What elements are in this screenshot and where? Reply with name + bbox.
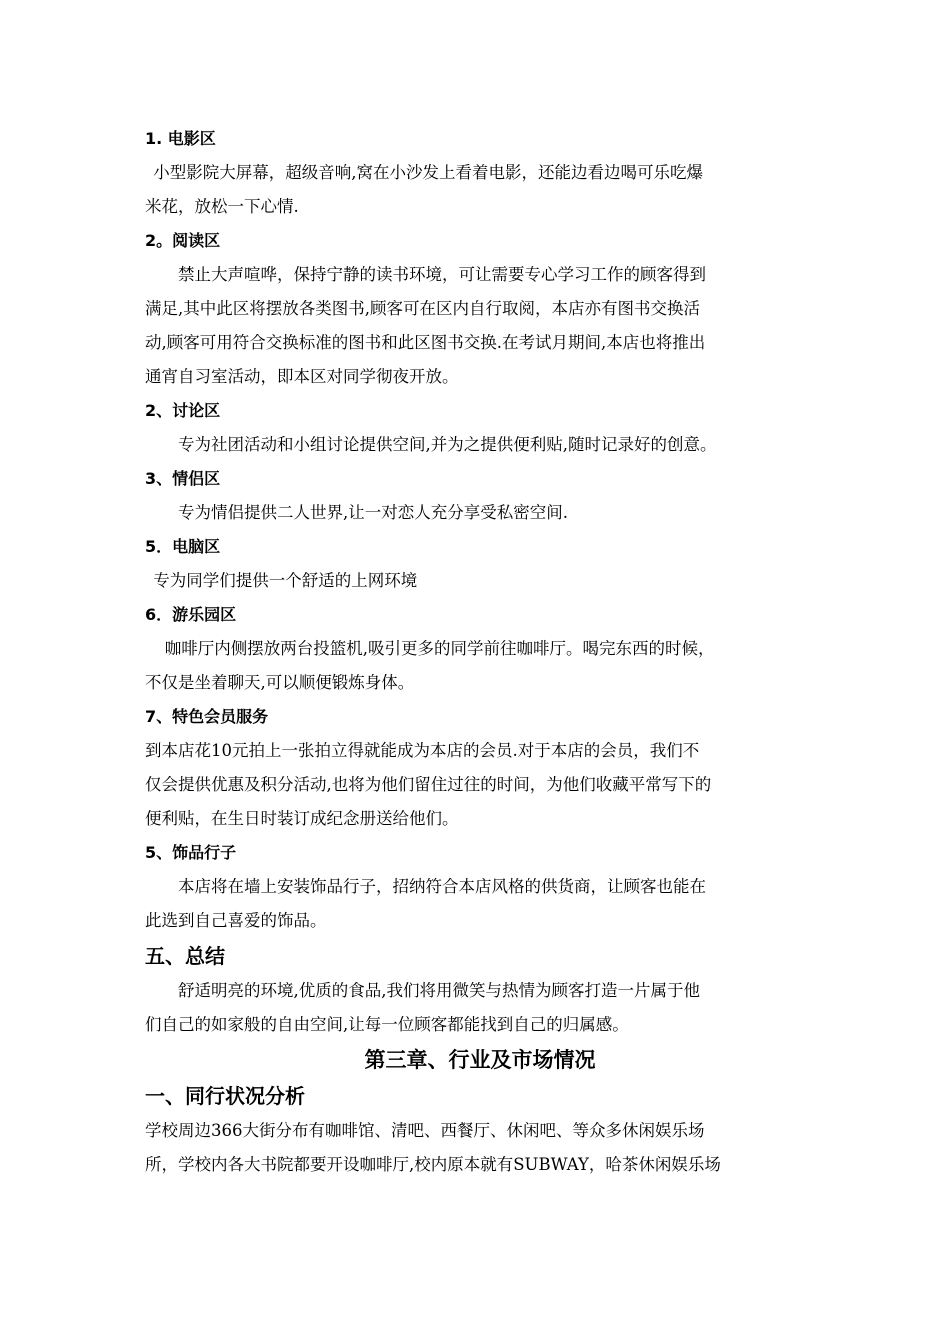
section-line: 专为社团活动和小组讨论提供空间,并为之提供便利贴,随时记录好的创意。: [178, 435, 717, 454]
analysis-line: 所，学校内各大书院都要开设咖啡厅,校内原本就有SUBWAY，哈茶休闲娱乐场: [145, 1155, 721, 1174]
summary-line: 舒适明亮的环境,优质的食品,我们将用微笑与热情为顾客打造一片属于他: [178, 981, 700, 1000]
section-line: 禁止大声喧哗，保持宁静的读书环境，可让需要专心学习工作的顾客得到: [178, 265, 706, 284]
section-heading-computer: 5．电脑区: [145, 537, 221, 556]
section-heading-discussion: 2、讨论区: [145, 401, 221, 420]
section-line: 仅会提供优惠及积分活动,也将为他们留住过往的时间，为他们收藏平常写下的: [145, 775, 712, 794]
section-line: 专为同学们提供一个舒适的上网环境: [153, 571, 418, 590]
section-line: 咖啡厅内侧摆放两台投篮机,吸引更多的同学前往咖啡厅。喝完东西的时候，: [164, 639, 715, 658]
section-line: 通宵自习室活动，即本区对同学彻夜开放。: [145, 367, 459, 386]
analysis-line: 学校周边366大街分布有咖啡馆、清吧、西餐厅、休闲吧、等众多休闲娱乐场: [145, 1121, 705, 1140]
section-line: 满足,其中此区将摆放各类图书,顾客可在区内自行取阅，本店亦有图书交换活: [145, 299, 700, 318]
section-heading-playground: 6．游乐园区: [145, 605, 237, 624]
analysis-heading: 一、同行状况分析: [145, 1084, 305, 1108]
section-line: 米花，放松一下心情.: [145, 197, 299, 216]
section-line: 到本店花10元拍上一张拍立得就能成为本店的会员.对于本店的会员，我们不: [145, 741, 700, 760]
section-heading-membership: 7、特色会员服务: [145, 707, 269, 726]
section-line: 此选到自己喜爱的饰品。: [145, 911, 327, 930]
section-line: 不仅是坐着聊天,可以顺便锻炼身体。: [145, 673, 415, 692]
section-line: 专为情侣提供二人世界,让一对恋人充分享受私密空间.: [178, 503, 568, 522]
section-line: 便利贴，在生日时装订成纪念册送给他们。: [145, 809, 459, 828]
section-line: 动,顾客可用符合交换标准的图书和此区图书交换.在考试月期间,本店也将推出: [145, 333, 706, 352]
section-line: 小型影院大屏幕，超级音响,窝在小沙发上看着电影，还能边看边喝可乐吃爆: [153, 163, 703, 182]
section-heading-couple: 3、情侣区: [145, 469, 221, 488]
section-line: 本店将在墙上安装饰品行子，招纳符合本店风格的供货商，让顾客也能在: [178, 877, 706, 896]
section-heading-accessories: 5、饰品行子: [145, 843, 237, 862]
document-content: [145, 122, 815, 1182]
summary-heading: 五、总结: [145, 944, 225, 968]
section-heading-movie: 1. 电影区: [145, 129, 216, 148]
section-heading-reading: 2。阅读区: [145, 231, 221, 250]
chapter-title: 第三章、行业及市场情况: [364, 1048, 596, 1072]
summary-line: 们自己的如家般的自由空间,让每一位顾客都能找到自己的归属感。: [145, 1015, 629, 1034]
